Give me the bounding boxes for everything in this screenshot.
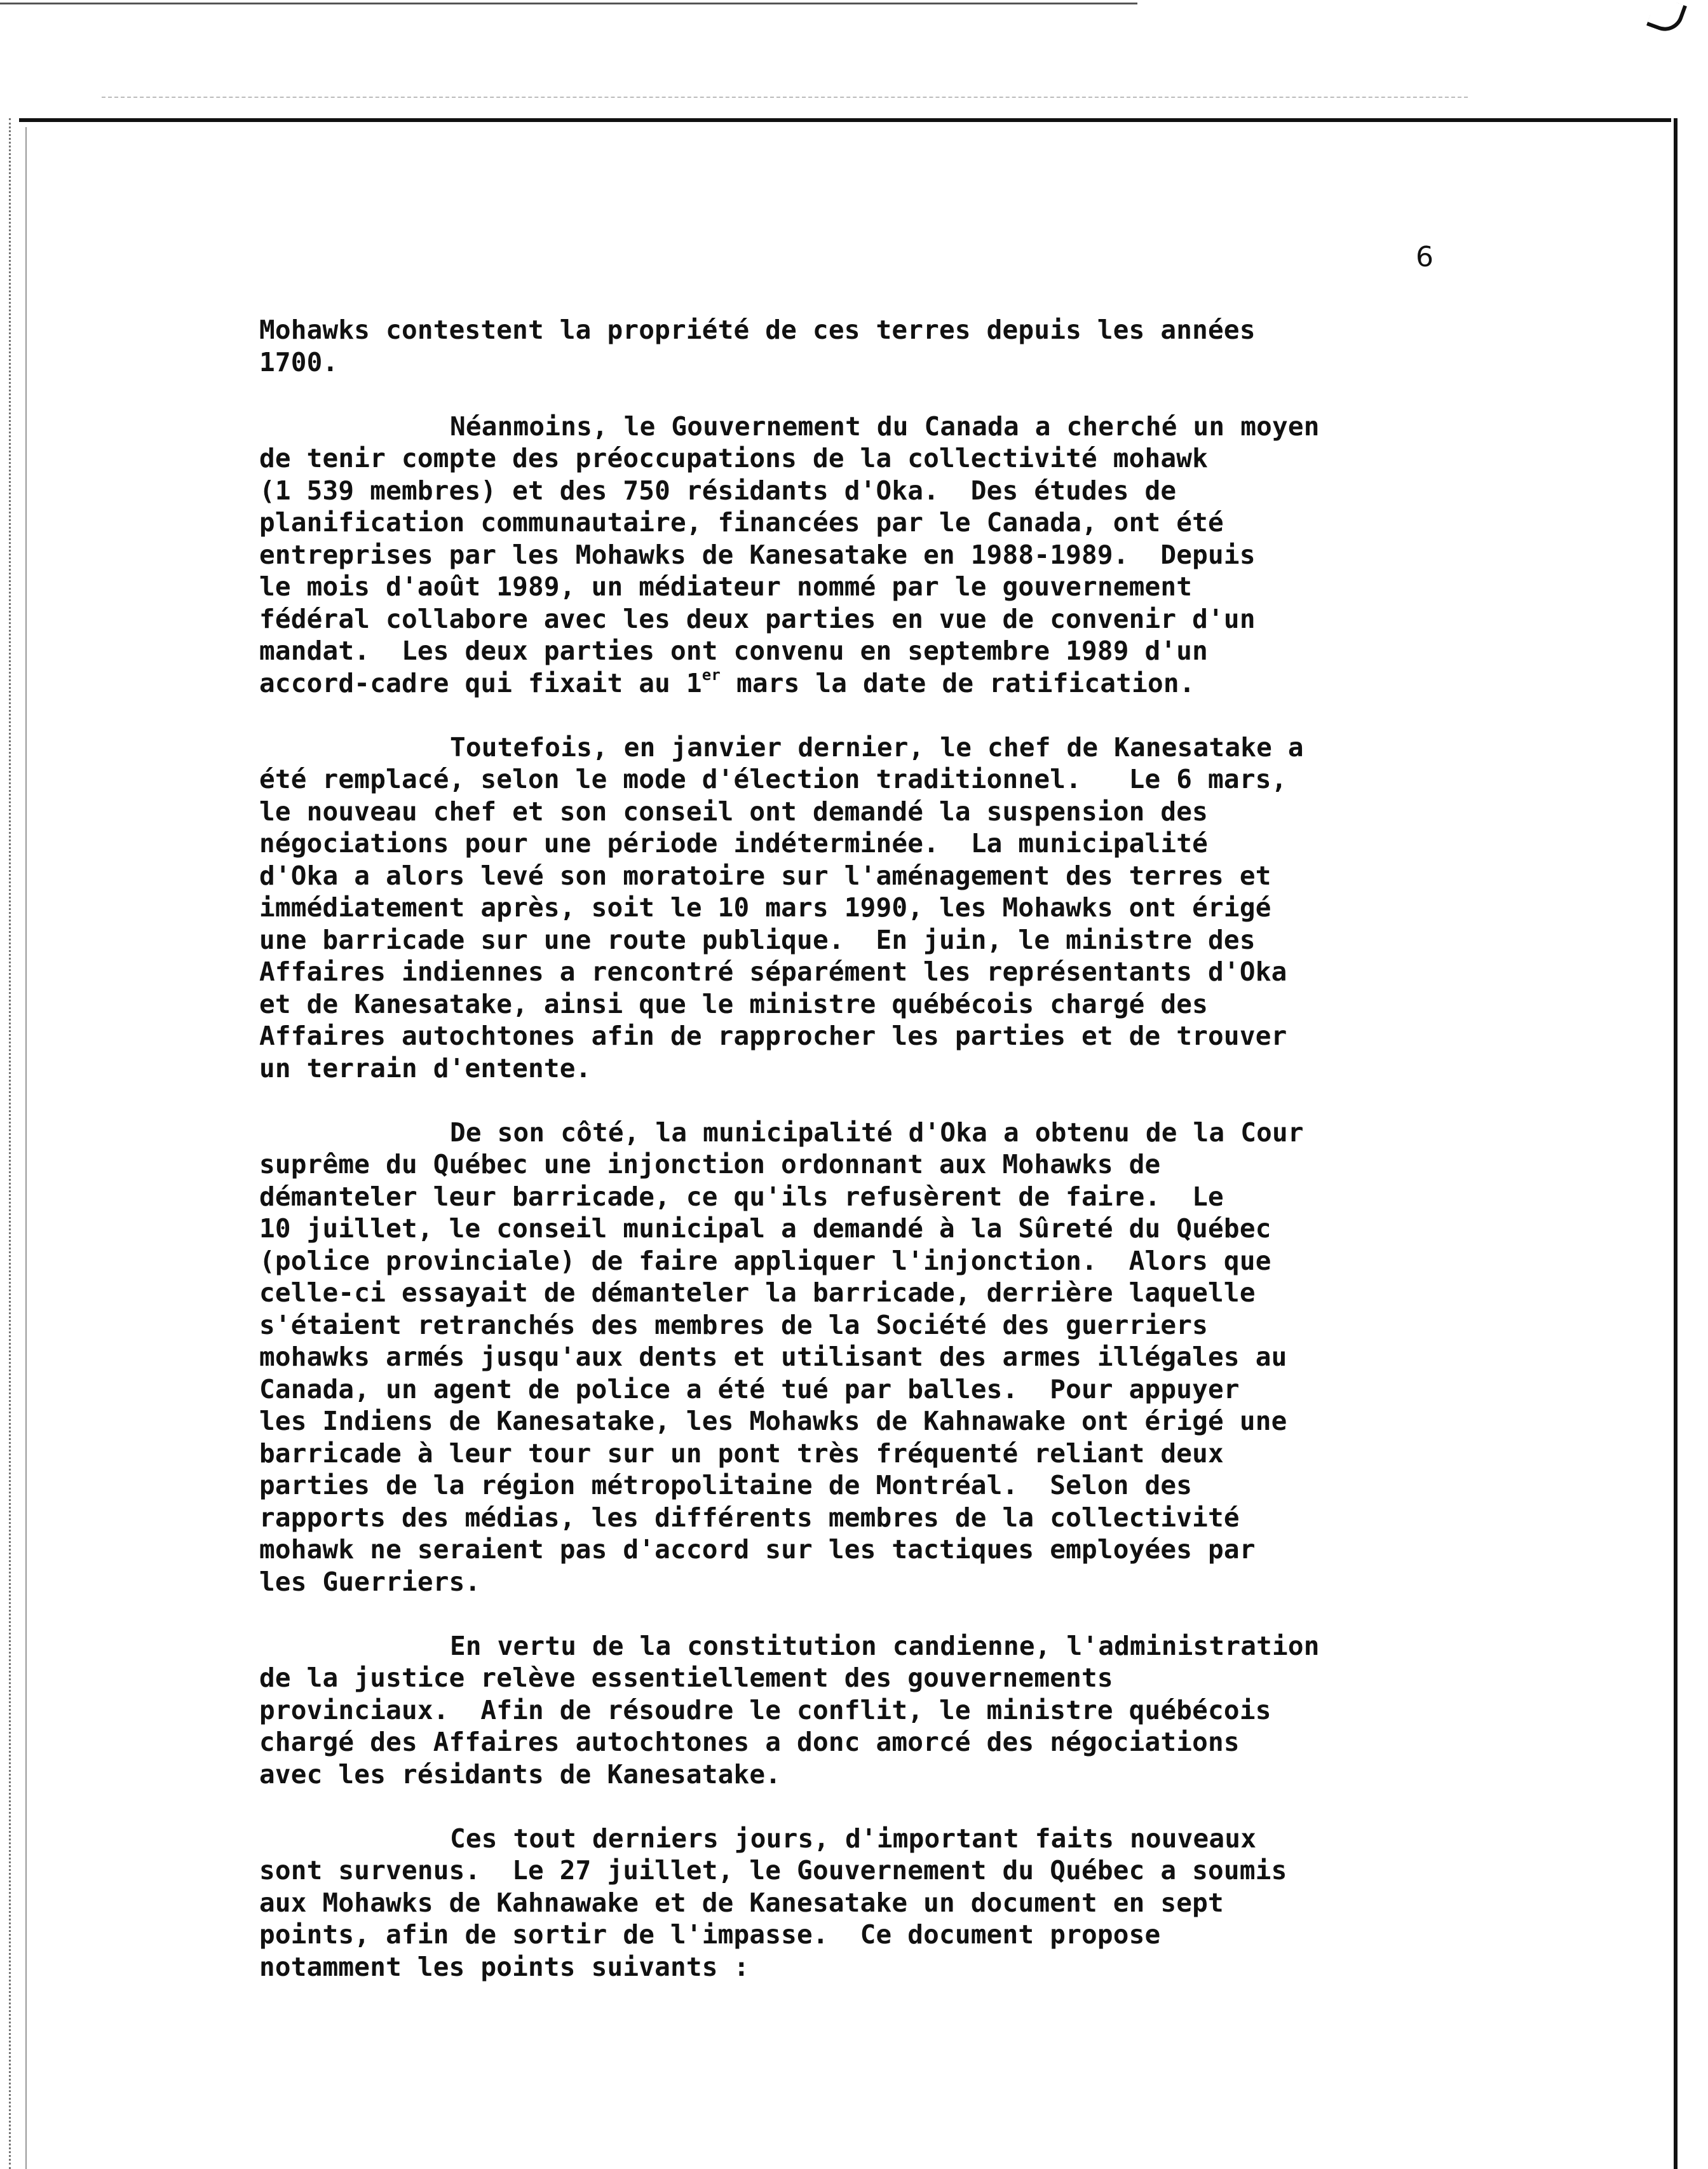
text-line: s'étaient retranchés des membres de la Société des guerriers (259, 1309, 1209, 1340)
text-line: une barricade sur une route publique. En juin, le ministre des (259, 924, 1256, 955)
text-line: le mois d'août 1989, un médiateur nommé par le gouvernement (259, 571, 1193, 602)
page-number: 6 (1416, 241, 1434, 273)
text-line: d'Oka a alors levé son moratoire sur l'aménagement des terres et (259, 860, 1271, 891)
text-line: 1700. (259, 346, 339, 377)
text-line: Ces tout derniers jours, d'important faits nouveaux (450, 1823, 1257, 1854)
text-line: parties de la région métropolitaine de Montréal. Selon des (259, 1470, 1193, 1500)
text-line: entreprises par les Mohawks de Kanesatake en 1988-1989. Depuis (259, 539, 1256, 570)
document-body (259, 314, 1549, 2015)
text-line: notamment les points suivants : (259, 1951, 750, 1982)
text-line: immédiatement après, soit le 10 mars 1990, les Mohawks ont érigé (259, 892, 1271, 923)
text-line: avec les résidants de Kanesatake. (259, 1758, 782, 1790)
text-line: les Indiens de Kanesatake, les Mohawks de Kahnawake ont érigé une (259, 1406, 1287, 1436)
text-line: De son côté, la municipalité d'Oka a obtenu de la Cour (450, 1117, 1304, 1148)
text-line: de tenir compte des préoccupations de la collectivité mohawk (259, 443, 1209, 473)
text-line: En vertu de la constitution candienne, l'administration (450, 1630, 1320, 1661)
text-line: mohawk ne seraient pas d'accord sur les tactiques employées par (259, 1534, 1256, 1565)
text-line: provinciaux. Afin de résoudre le conflit, le ministre québécois (259, 1694, 1271, 1725)
text-line: chargé des Affaires autochtones a donc amorcé des négociations (259, 1727, 1240, 1757)
text-line: les Guerriers. (259, 1566, 481, 1597)
text-line: Néanmoins, le Gouvernement du Canada a cherché un moyen (450, 411, 1320, 442)
text-line: négociations pour une période indéterminée. La municipalité (259, 828, 1209, 859)
text-line: de la justice relève essentiellement des gouvernements (259, 1662, 1113, 1693)
text-line: aux Mohawks de Kahnawake et de Kanesatake un document en sept (259, 1887, 1224, 1918)
text-line: planification communautaire, financées par le Canada, ont été (259, 507, 1224, 538)
superscript: er (702, 665, 721, 684)
text-line (259, 667, 1549, 700)
page-frame-left-edge (9, 118, 11, 2169)
scan-dotted-line (102, 97, 1468, 98)
text-line: et de Kanesatake, ainsi que le ministre québécois chargé des (259, 988, 1209, 1019)
text-fragment: mars la date de ratification. (721, 667, 1195, 698)
paragraph (259, 314, 1549, 378)
text-line: mohawks armés jusqu'aux dents et utilisant des armes illégales au (259, 1342, 1287, 1372)
text-line: Canada, un agent de police a été tué par balles. Pour appuyer (259, 1373, 1240, 1404)
paragraph (259, 1117, 1549, 1598)
text-line: démanteler leur barricade, ce qu'ils refusèrent de faire. Le (259, 1181, 1224, 1212)
text-line: sont survenus. Le 27 juillet, le Gouvernement du Québec a soumis (259, 1855, 1287, 1886)
text-line: celle-ci essayait de démanteler la barricade, derrière laquelle (259, 1277, 1256, 1308)
text-line: barricade à leur tour sur un pont très fréquenté reliant deux (259, 1438, 1224, 1469)
text-line: le nouveau chef et son conseil ont demandé la suspension des (259, 796, 1209, 827)
text-line: (police provinciale) de faire appliquer l'injonction. Alors que (259, 1245, 1271, 1276)
text-line: Toutefois, en janvier dernier, le chef de Kanesatake a (450, 731, 1304, 763)
paragraph (259, 731, 1549, 1085)
text-fragment: accord-cadre qui fixait au 1 (259, 667, 702, 698)
corner-mark (1646, 0, 1687, 36)
text-line: mandat. Les deux parties ont convenu en septembre 1989 d'un (259, 636, 1209, 666)
text-line: été remplacé, selon le mode d'élection traditionnel. Le 6 mars, (259, 764, 1287, 794)
paragraph (259, 1823, 1549, 1983)
text-line: un terrain d'entente. (259, 1052, 592, 1084)
scan-top-rule (0, 3, 1137, 4)
page-frame-right (1674, 118, 1678, 2169)
text-line: suprême du Québec une injonction ordonnant aux Mohawks de (259, 1149, 1161, 1180)
text-line: Mohawks contestent la propriété de ces terres depuis les années (259, 315, 1256, 345)
text-line: fédéral collabore avec les deux parties en vue de convenir d'un (259, 603, 1256, 634)
text-line: Affaires indiennes a rencontré séparément les représentants d'Oka (259, 956, 1287, 987)
paragraph (259, 411, 1549, 700)
text-line: rapports des médias, les différents membres de la collectivité (259, 1502, 1240, 1533)
page-frame-top (19, 118, 1671, 122)
paragraph (259, 1630, 1549, 1791)
page-frame-left (25, 127, 27, 2169)
text-line: 10 juillet, le conseil municipal a demandé à la Sûreté du Québec (259, 1213, 1271, 1244)
text-line: Affaires autochtones afin de rapprocher les parties et de trouver (259, 1021, 1287, 1051)
text-line: points, afin de sortir de l'impasse. Ce document propose (259, 1919, 1161, 1950)
text-line: (1 539 membres) et des 750 résidants d'Oka. Des études de (259, 475, 1177, 506)
